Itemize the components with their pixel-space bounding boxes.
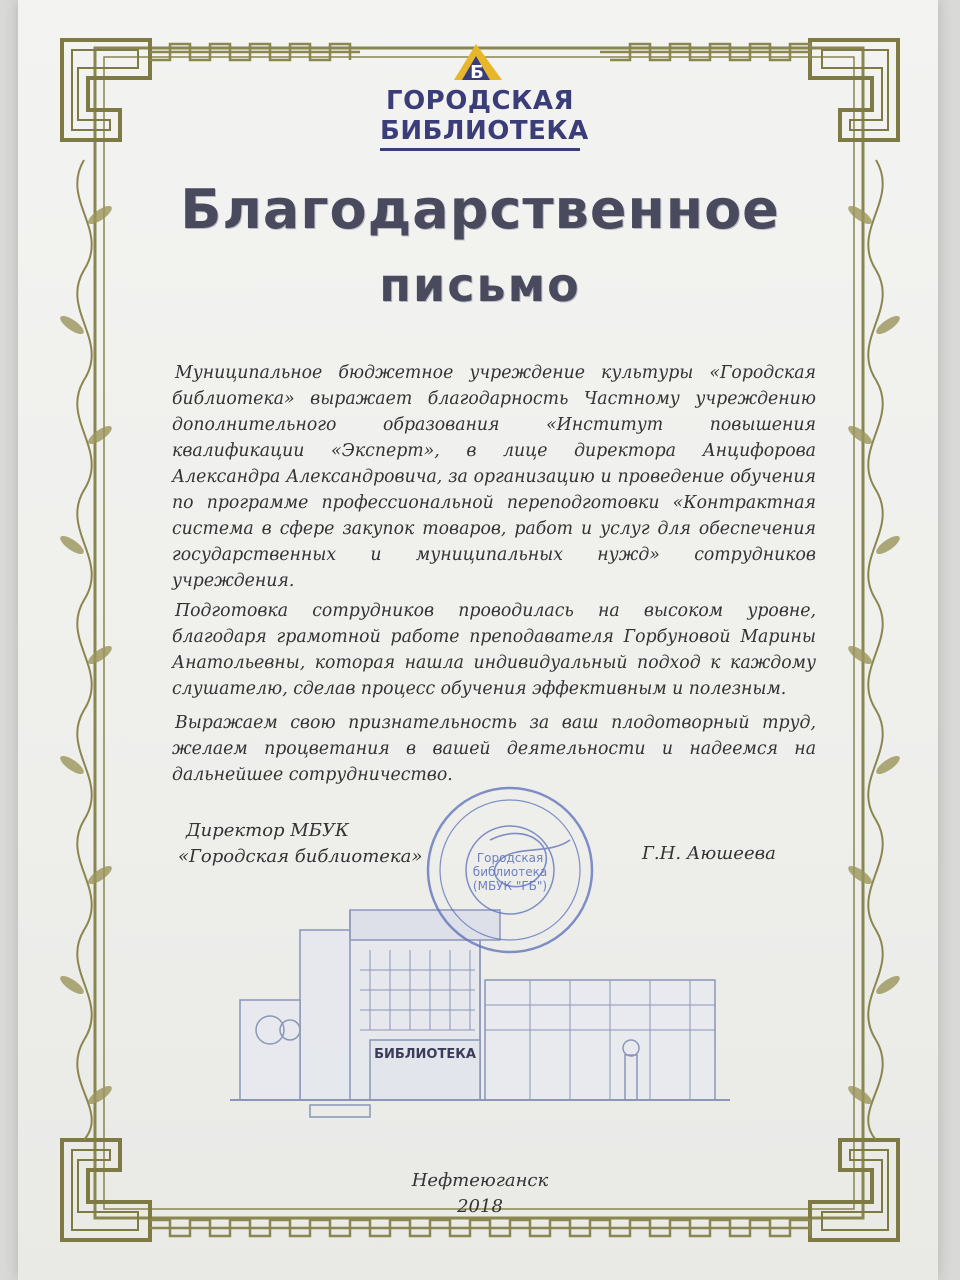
signatory-position	[178, 818, 498, 870]
building-sign: БИБЛИОТЕКА	[374, 1047, 476, 1062]
stamp-line-2: библиотека	[472, 865, 548, 879]
footer-city: Нефтеюганск	[411, 1170, 549, 1191]
signatory-name: Г.Н. Аюшеева	[642, 843, 776, 864]
logo-mark-letter: Б	[470, 62, 484, 82]
document-title-line-1: Благодарственное	[180, 178, 780, 241]
body-paragraph-1: Муниципальное бюджетное учреждение культуры «Городская библиотека» выражает благодарность Частному учреждению дополнительного образования «Институт повышения квалификации «Эксперт», в лице директора Анцифорова Александра Александровича, за организацию и проведение обучения по программе профессиональной переподготовки «Контрактная система в сфере закупок товаров, работ и услуг для обеспечения государственных и муниципальных нужд» сотрудников учреждения.	[172, 363, 816, 591]
body-paragraph-2: Подготовка сотрудников проводилась на высоком уровне, благодаря грамотной работе преподавателя Горбуновой Марины Анатольевны, которая нашла индивидуальный подход к каждому слушателю, сделав процесс обучения эффективным и полезным.	[172, 601, 816, 699]
logo-mark-icon	[450, 42, 506, 82]
signatory-position-line-1: Директор МБУК	[186, 820, 349, 841]
signatory-position-line-2: «Городская библиотека»	[178, 846, 423, 867]
logo-line-1: ГОРОДСКАЯ	[386, 86, 574, 116]
official-stamp	[420, 780, 600, 960]
document-title-line-2: письмо	[379, 258, 581, 312]
library-logo	[380, 40, 589, 148]
logo-line-2: БИБЛИОТЕКА	[380, 116, 580, 151]
stamp-line-3: (МБУК "ГБ")	[472, 879, 548, 893]
footer-year: 2018	[457, 1196, 503, 1217]
stamp-line-1: Городская	[476, 851, 544, 865]
body-paragraph-3: Выражаем свою признательность за ваш плодотворный труд, желаем процветания в вашей деятельности и надеемся на дальнейшее сотрудничество.	[172, 713, 816, 785]
